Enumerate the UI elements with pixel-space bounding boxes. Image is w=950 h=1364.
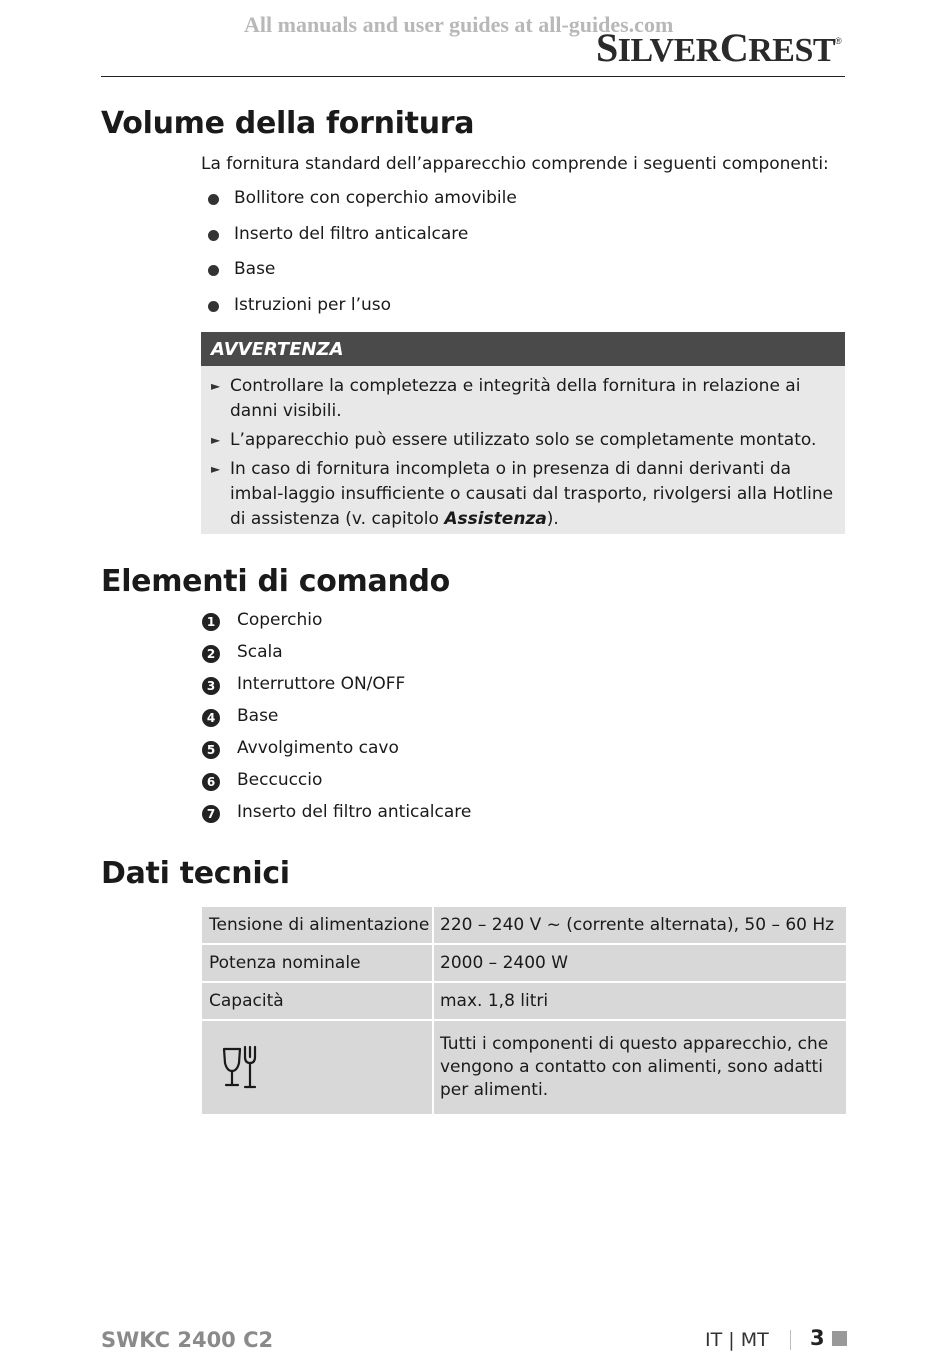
spec-value: 220 – 240 V ~ (corrente alternata), 50 – 60 Hz (434, 907, 846, 945)
footer-languages: IT | MT (705, 1329, 769, 1351)
warning-box (201, 332, 845, 534)
spec-value: max. 1,8 litri (434, 983, 846, 1021)
table-row (202, 945, 846, 983)
number-badge-icon: 2 (202, 645, 220, 663)
specs-table (202, 907, 846, 1116)
warning-item: ► L’apparecchio può essere utilizzato solo se completamente montato. (211, 428, 835, 453)
page-number: 3 (810, 1326, 825, 1350)
header-rule (101, 76, 845, 77)
spec-key: Capacità (202, 983, 434, 1021)
arrow-right-icon: ► (211, 379, 221, 393)
food-safe-glass-fork-icon (219, 1043, 265, 1093)
page-marker-icon (832, 1331, 847, 1346)
number-badge-icon: 5 (202, 741, 220, 759)
warning-list (211, 374, 835, 536)
footer-divider (790, 1330, 791, 1350)
section-title-specs: Dati tecnici (101, 856, 290, 891)
table-row (202, 1021, 846, 1116)
bullet-icon (208, 194, 219, 205)
number-badge-icon: 6 (202, 773, 220, 791)
number-badge-icon: 3 (202, 677, 220, 695)
arrow-right-icon: ► (211, 462, 221, 476)
arrow-right-icon: ► (211, 433, 221, 447)
table-row (202, 983, 846, 1021)
spec-value: 2000 – 2400 W (434, 945, 846, 983)
warning-item: ► In caso di fornitura incompleta o in presenza di danni derivanti da imbal-laggio insufficiente o causati dal trasporto, rivolgersi alla Hotline di assistenza (v. capitolo Assistenza). (211, 459, 834, 529)
spec-key: Potenza nominale (202, 945, 434, 983)
bullet-icon (208, 265, 219, 276)
chapter-reference: Assistenza (444, 509, 547, 529)
section-title-controls: Elementi di comando (101, 564, 450, 599)
warning-title: AVVERTENZA (201, 332, 845, 366)
brand-logo: SILVERCREST® (596, 25, 842, 70)
supply-intro: La fornitura standard dell’apparecchio comprende i seguenti componenti: (201, 154, 829, 174)
watermark: All manuals and user guides at all-guides.com (244, 12, 674, 37)
section-title-supply: Volume della fornitura (101, 106, 475, 141)
warning-item: ► Controllare la completezza e integrità della fornitura in relazione ai danni visibili. (211, 376, 801, 421)
table-row (202, 907, 846, 945)
number-badge-icon: 4 (202, 709, 220, 727)
food-safe-note: Tutti i componenti di questo apparecchio, che vengono a contatto con alimenti, sono adatti per alimenti. (434, 1021, 846, 1116)
bullet-icon (208, 230, 219, 241)
spec-key (202, 1021, 434, 1116)
bullet-icon (208, 301, 219, 312)
spec-key: Tensione di alimentazione (202, 907, 434, 945)
footer-model: SWKC 2400 C2 (101, 1328, 274, 1352)
number-badge-icon: 7 (202, 805, 220, 823)
number-badge-icon: 1 (202, 613, 220, 631)
